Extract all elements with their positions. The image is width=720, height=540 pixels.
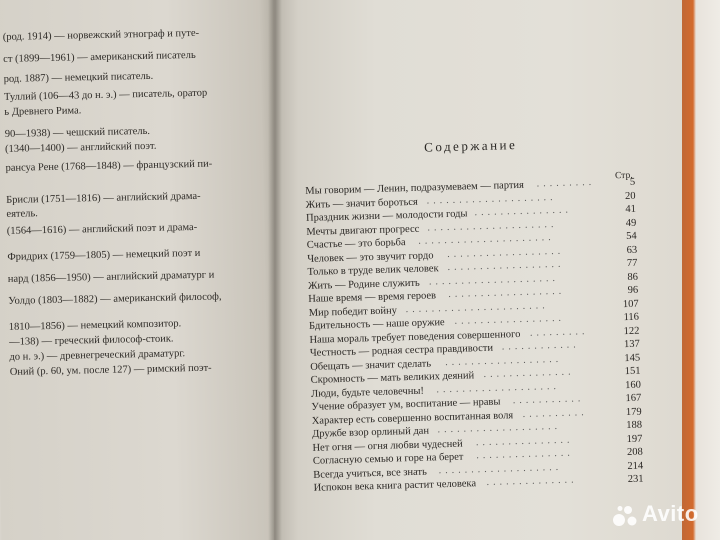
left-line: —138) — греческий философ-стоик. bbox=[9, 333, 174, 348]
toc-entry-title: Всегда учиться, все знать bbox=[313, 466, 428, 481]
toc-leader-dots: .................... bbox=[427, 218, 558, 234]
left-line: (род. 1914) — норвежский этнограф и путе- bbox=[2, 27, 200, 43]
toc-leader-dots: ................... bbox=[438, 461, 563, 476]
toc-leader-dots: ............... bbox=[474, 204, 573, 219]
toc-leader-dots: ............... bbox=[476, 447, 574, 462]
toc-entry-page: 151 bbox=[624, 365, 641, 378]
toc-entry-page: 145 bbox=[624, 352, 641, 364]
toc-entry-title: Жить — значит бороться bbox=[305, 196, 418, 211]
watermark-text: Avito bbox=[642, 501, 699, 526]
left-line: 1810—1856) — немецкий композитор. bbox=[8, 318, 182, 333]
toc-leader-dots: ................... bbox=[437, 420, 562, 436]
toc-entry-title: Характер есть совершенно воспитанная воля bbox=[311, 409, 514, 427]
toc-entry-page: 116 bbox=[623, 311, 640, 324]
toc-entry-page: 86 bbox=[627, 271, 639, 283]
left-line: ст (1899—1961) — американский писатель bbox=[3, 49, 196, 65]
avito-watermark bbox=[612, 500, 712, 530]
left-line: (1564—1616) — английский поэт и драма- bbox=[6, 221, 198, 237]
left-line: до н. э.) — древнегреческий драматург. bbox=[9, 348, 186, 363]
toc-entry-title: Только в труде велик человек bbox=[307, 263, 439, 278]
toc-entry-title: Мечты двигают прогресс bbox=[306, 223, 420, 238]
left-line: Брисли (1751—1816) — английский драма- bbox=[6, 190, 201, 206]
toc-entry-title: Наше время — время героев bbox=[308, 290, 437, 305]
toc-leader-dots: ......... bbox=[536, 176, 596, 190]
toc-entry-page: 160 bbox=[624, 379, 642, 391]
toc-entry-page: 137 bbox=[623, 338, 640, 351]
toc-entry-title: Бдительность — наше оружие bbox=[308, 317, 445, 332]
toc-entry-title: Согласную семью и горе на берет bbox=[312, 451, 464, 467]
toc-leader-dots: .......... bbox=[522, 406, 588, 420]
toc-entry-page: 179 bbox=[625, 406, 642, 418]
toc-entry-page: 77 bbox=[626, 257, 638, 269]
left-line: Фридрих (1759—1805) — немецкий поэт и bbox=[7, 247, 201, 263]
toc-leader-dots: ......... bbox=[529, 325, 589, 339]
toc-entry-page: 231 bbox=[627, 473, 644, 486]
toc-entry-page: 41 bbox=[625, 203, 637, 215]
toc-entry-page: 5 bbox=[629, 176, 636, 188]
toc-leader-dots: .................. bbox=[447, 258, 565, 273]
toc-entry-page: 197 bbox=[626, 433, 643, 445]
toc-leader-dots: ................... bbox=[436, 380, 561, 395]
toc-entry-page: 20 bbox=[624, 190, 636, 202]
toc-leader-dots: .............. bbox=[486, 474, 578, 488]
toc-title: Содержание bbox=[423, 136, 518, 155]
toc-entry-title: Люди, будьте человечны! bbox=[310, 385, 425, 400]
toc-entry-title: Мир победит войну bbox=[308, 304, 398, 319]
left-page-text bbox=[0, 0, 271, 540]
toc-leader-dots: ................. bbox=[454, 312, 566, 327]
left-line: еятель. bbox=[6, 208, 39, 220]
toc-entry-page: 122 bbox=[623, 325, 640, 337]
toc-entry-title: Жить — Родине служить bbox=[307, 277, 420, 292]
toc-entry-title: Нет огня — огня любви чудесней bbox=[312, 438, 463, 454]
toc-leader-dots: ...................... bbox=[405, 299, 549, 315]
toc-entry-page: 167 bbox=[625, 392, 642, 405]
left-line: ь Древнего Рима. bbox=[4, 105, 82, 118]
toc-leader-dots: ........... bbox=[512, 393, 585, 407]
toc-leader-dots: ............... bbox=[475, 434, 574, 448]
book-gutter-shadow bbox=[268, 0, 282, 540]
toc-entry-title: Человек — это звучит гордо bbox=[307, 249, 434, 265]
toc-leader-dots: .................. bbox=[445, 353, 563, 368]
left-line: рансуа Рене (1768—1848) — французский пи- bbox=[5, 158, 213, 174]
toc-leader-dots: ..................... bbox=[418, 231, 555, 247]
toc-entry-page: 208 bbox=[626, 446, 643, 459]
left-line: род. 1887) — немецкий писатель. bbox=[3, 70, 154, 85]
toc-entry-page: 54 bbox=[626, 230, 637, 242]
toc-entry-page: 96 bbox=[627, 284, 639, 296]
toc-entry-page: 107 bbox=[622, 298, 639, 310]
toc-entry-title: Праздник жизни — молодости годы bbox=[305, 208, 468, 224]
toc-entry-page: 49 bbox=[625, 217, 637, 229]
avito-logo-icon bbox=[612, 504, 638, 528]
left-line: 90—1938) — чешский писатель. bbox=[4, 125, 151, 140]
toc-page-column-header: Стр. bbox=[614, 170, 633, 182]
left-line: Оний (р. 60, ум. после 127) — римский поэт- bbox=[9, 362, 212, 378]
toc-entry-title: Честность — родная сестра правдивости bbox=[309, 342, 494, 359]
toc-entry-title: Мы говорим — Ленин, подразумеваем — партия bbox=[305, 179, 525, 197]
toc-entry-page: 188 bbox=[626, 419, 643, 432]
toc-entry-title: Испокон века книга растит человека bbox=[313, 478, 477, 494]
toc-entry-page: 214 bbox=[627, 460, 644, 472]
left-line: нард (1856—1950) — английский драматург и bbox=[7, 269, 215, 285]
left-line: Туллий (106—43 до н. э.) — писатель, оратор bbox=[3, 87, 208, 103]
toc-leader-dots: .............. bbox=[483, 366, 575, 381]
toc-entry-title: Скромность — мать великих деяний bbox=[310, 370, 475, 386]
toc-entry-title: Наша мораль требует поведения совершенного bbox=[309, 328, 521, 346]
toc-entry-page: 63 bbox=[626, 244, 638, 256]
toc-leader-dots: .................... bbox=[428, 272, 560, 288]
toc-entry-title: Счастье — это борьба bbox=[306, 237, 406, 251]
toc-entry-title: Дружбе взор орлиный дан bbox=[311, 425, 430, 440]
left-line: (1340—1400) — английский поэт. bbox=[5, 140, 157, 155]
toc-leader-dots: ............ bbox=[501, 339, 580, 353]
toc-entry-title: Обещать — значит сделать bbox=[310, 357, 432, 373]
toc-leader-dots: .................. bbox=[448, 285, 566, 300]
table-of-contents bbox=[300, 0, 655, 540]
toc-entry-title: Учение образует ум, воспитание — нравы bbox=[311, 396, 501, 413]
left-line: Уолдо (1803—1882) — американский философ, bbox=[8, 291, 222, 307]
toc-leader-dots: .................... bbox=[426, 191, 557, 207]
toc-leader-dots: .................. bbox=[446, 245, 565, 260]
